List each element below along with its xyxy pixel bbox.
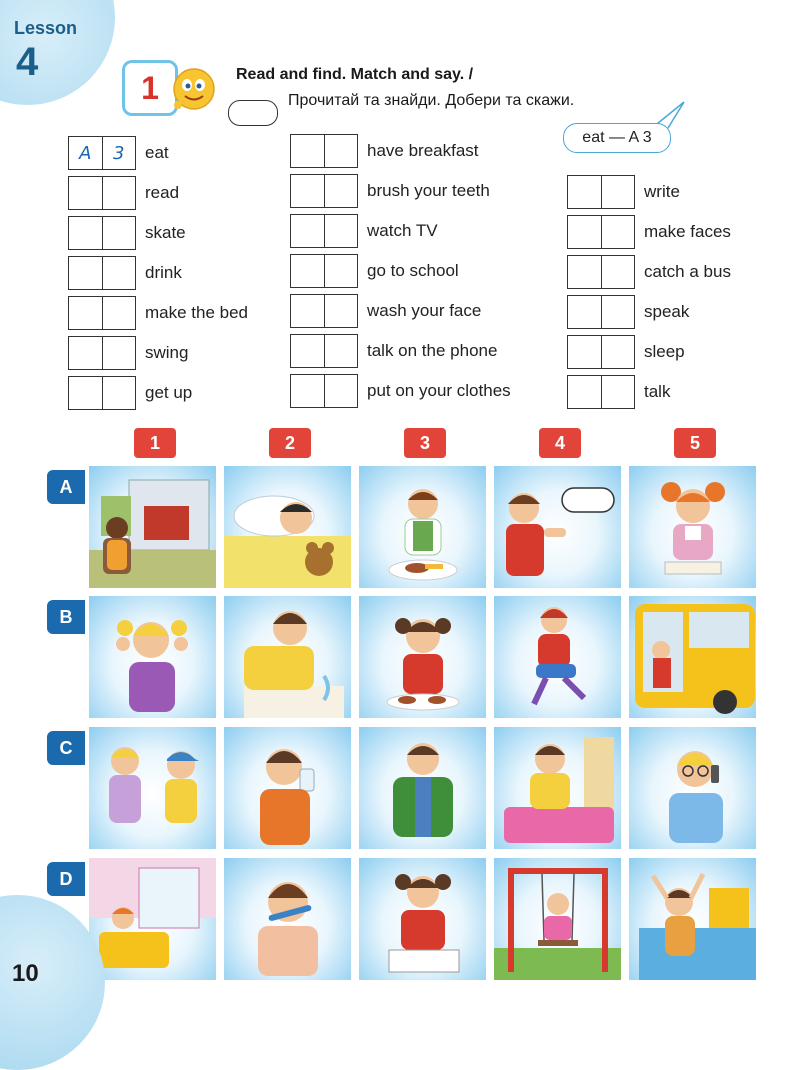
answer-letter[interactable] [291,335,324,367]
picture-b4-skate[interactable] [494,596,621,718]
picture-a5-read[interactable] [629,466,756,588]
answer-letter[interactable] [568,336,601,368]
answer-number[interactable] [324,375,358,407]
phrase-row [68,136,169,170]
picture-d3-write[interactable] [359,858,486,980]
row-tab-d: D [47,862,85,896]
answer-boxes[interactable] [68,336,136,370]
phrase-row [290,214,438,248]
phrase-text: go to school [367,261,459,280]
phrase-text: talk [644,382,671,401]
phrase-text: brush your teeth [367,181,490,200]
column-tab-2: 2 [269,428,311,458]
answer-number[interactable] [102,297,136,329]
answer-number[interactable] [601,176,635,208]
phrase-row [567,175,680,209]
picture-a4-speak[interactable] [494,466,621,588]
exercise-number: 1 [122,60,178,116]
answer-boxes[interactable] [567,335,635,369]
answer-number[interactable] [102,217,136,249]
phrase-text: speak [644,302,690,321]
phrase-text: make the bed [145,303,249,322]
row-tab-c: C [47,731,85,765]
answer-number[interactable] [601,216,635,248]
phrase-row [567,215,731,249]
phrase-row [290,254,459,288]
picture-b5-catch-a-bus[interactable] [629,596,756,718]
answer-letter[interactable] [291,215,324,247]
picture-a2-sleep[interactable] [224,466,351,588]
row-tab-b: B [47,600,85,634]
picture-d1-watch-tv[interactable] [89,858,216,980]
answer-boxes[interactable] [68,176,136,210]
page-number: 10 [12,960,39,987]
answer-letter[interactable]: A [79,142,92,164]
instruction-ukrainian: Прочитай та знайди. Добери та скажи. [288,92,575,109]
phrase-row [68,176,179,210]
picture-b1-make-faces[interactable] [89,596,216,718]
phrase-text: put on your clothes [367,381,511,400]
answer-boxes[interactable] [290,254,358,288]
phrase-row [68,336,188,370]
answer-number[interactable] [324,175,358,207]
phrase-row [290,374,511,408]
picture-b3-have-breakfast[interactable] [359,596,486,718]
answer-letter[interactable] [568,376,601,408]
answer-number[interactable] [102,337,136,369]
picture-a1-go-to-school[interactable] [89,466,216,588]
phrase-text: sleep [644,342,685,361]
instruction-english: Read and find. Match and say. / [236,66,474,83]
answer-boxes[interactable] [68,216,136,250]
phrase-row [68,376,192,410]
answer-number[interactable]: 3 [102,137,136,169]
answer-boxes[interactable] [290,374,358,408]
picture-d4-swing[interactable] [494,858,621,980]
phrase-text: make faces [644,222,731,241]
answer-boxes[interactable] [567,255,635,289]
phrase-text: have breakfast [367,141,479,160]
picture-c5-talk-on-the-phone[interactable] [629,727,756,849]
phrase-row [68,296,248,330]
answer-number[interactable] [324,135,358,167]
picture-b2-wash-your-face[interactable] [224,596,351,718]
phrase-row [567,295,689,329]
answer-boxes[interactable] [567,375,635,409]
picture-c1-talk[interactable] [89,727,216,849]
answer-letter[interactable] [291,135,324,167]
answer-number[interactable] [324,295,358,327]
phrase-row [567,255,731,289]
answer-letter[interactable] [568,176,601,208]
phrase-text: skate [145,223,186,242]
answer-letter[interactable] [69,257,102,289]
answer-letter[interactable] [69,297,102,329]
picture-a3-eat[interactable] [359,466,486,588]
answer-boxes[interactable] [68,376,136,410]
answer-boxes[interactable] [290,214,358,248]
answer-letter[interactable] [69,337,102,369]
lesson-label: Lesson [14,18,78,38]
phrase-row [567,335,685,369]
answer-boxes[interactable] [290,294,358,328]
column-tab-4: 4 [539,428,581,458]
answer-letter[interactable] [69,177,102,209]
picture-d2-brush-your-teeth[interactable] [224,858,351,980]
phrase-row [68,216,186,250]
answer-boxes[interactable] [68,296,136,330]
answer-number[interactable] [102,377,136,409]
answer-boxes[interactable] [290,334,358,368]
phrase-text: write [644,182,680,201]
answer-boxes[interactable] [290,134,358,168]
phrase-row [68,256,182,290]
answer-letter[interactable] [291,295,324,327]
column-tab-1: 1 [134,428,176,458]
smiley-icon [170,65,218,113]
column-tab-5: 5 [674,428,716,458]
answer-number[interactable] [102,177,136,209]
answer-boxes[interactable] [567,215,635,249]
phrase-text: catch a bus [644,262,731,281]
answer-boxes[interactable] [68,256,136,290]
answer-letter[interactable] [69,377,102,409]
answer-boxes[interactable] [567,295,635,329]
answer-number[interactable] [324,335,358,367]
phrase-text: eat [145,143,169,162]
phrase-text: read [145,183,180,202]
answer-number[interactable] [102,257,136,289]
phrase-row [290,174,490,208]
lesson-number: 4 [16,40,39,84]
phrase-text: drink [145,263,182,282]
picture-c2-drink[interactable] [224,727,351,849]
answer-number[interactable] [601,376,635,408]
column-tab-3: 3 [404,428,446,458]
answer-boxes[interactable] [567,175,635,209]
answer-letter[interactable] [291,175,324,207]
answer-letter[interactable] [568,256,601,288]
answer-letter[interactable] [568,216,601,248]
phrase-text: wash your face [367,301,482,320]
phrase-text: get up [145,383,193,402]
row-tab-a: A [47,470,85,504]
answer-boxes[interactable] [68,136,136,170]
answer-number[interactable] [601,296,635,328]
answer-number[interactable] [324,255,358,287]
answer-letter[interactable] [291,255,324,287]
answer-letter[interactable] [568,296,601,328]
phrase-text: watch TV [367,221,438,240]
empty-speech-bubble [228,100,278,126]
phrase-text: talk on the phone [367,341,498,360]
phrase-row [290,134,479,168]
phrase-row [290,294,481,328]
answer-boxes[interactable] [290,174,358,208]
picture-c3-put-on-your-clothes[interactable] [359,727,486,849]
answer-number[interactable] [601,256,635,288]
answer-letter[interactable] [69,217,102,249]
answer-number[interactable] [324,215,358,247]
phrase-row [567,375,670,409]
phrase-text: swing [145,343,189,362]
phrase-row [290,334,497,368]
example-speech-bubble: eat — A 3 [563,123,671,153]
answer-letter[interactable] [291,375,324,407]
answer-number[interactable] [601,336,635,368]
picture-d5-get-up[interactable] [629,858,756,980]
picture-c4-make-the-bed[interactable] [494,727,621,849]
